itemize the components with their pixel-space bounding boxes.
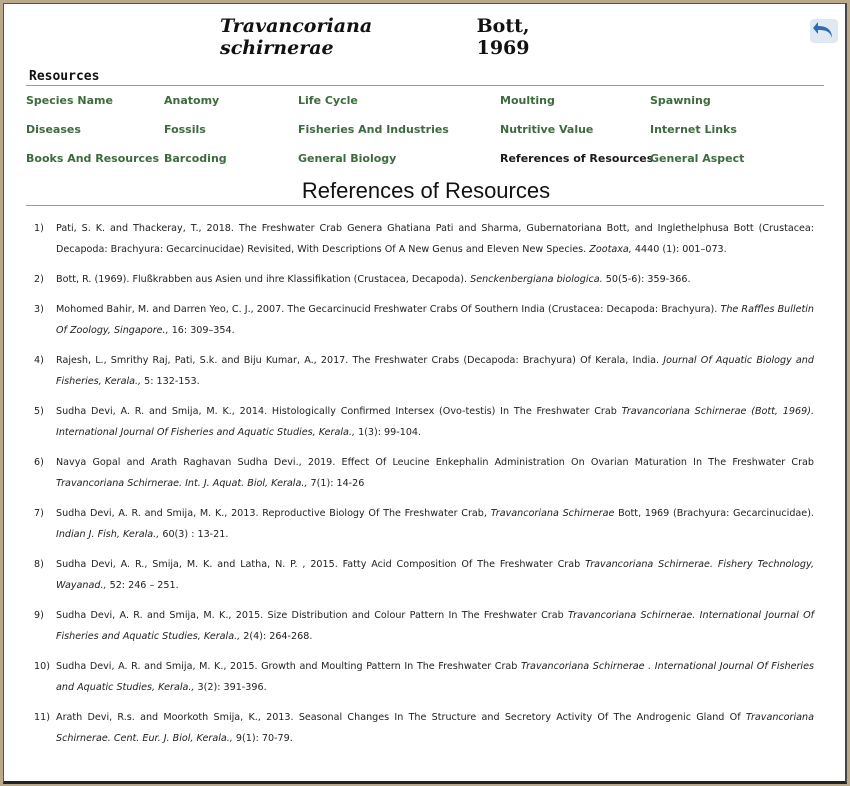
- reference-item: [34, 269, 814, 290]
- link-nutritive-value[interactable]: Nutritive Value: [500, 123, 594, 136]
- reference-source: Travancoriana Schirnerae. Fishery Technology, Wayanad.,: [56, 559, 814, 591]
- reference-item: [34, 707, 814, 749]
- reference-number: 7): [34, 508, 44, 519]
- link-references-of-resources[interactable]: References of Resources: [500, 152, 654, 165]
- reference-number: 3): [34, 304, 44, 315]
- reference-number: 10): [34, 661, 50, 672]
- reference-number: 4): [34, 355, 44, 366]
- divider: [26, 85, 824, 86]
- reference-item: [34, 299, 814, 341]
- reference-text: Sudha Devi, A. R., Smija, M. K. and Latha, N. P. , 2015. Fatty Acid Composition Of The Freshwater Crab: [56, 559, 586, 570]
- reference-item: [34, 452, 814, 494]
- reference-text: Mohomed Bahir, M. and Darren Yeo, C. J., 2007. The Gecarcinucid Freshwater Crabs Of Southern India (Crustacea: Decapoda: Brachyura).: [56, 304, 721, 315]
- reference-source: Travancoriana Schirnerae. Cent. Eur. J. Biol, Kerala.,: [56, 712, 814, 744]
- reference-text: Arath Devi, R.s. and Moorkoth Smija, K., 2013. Seasonal Changes In The Structure and Secretory Activity Of The Androgenic Gland Of: [56, 712, 746, 723]
- reference-number: 11): [34, 712, 50, 723]
- reference-text: 52: 246 – 251.: [106, 580, 179, 591]
- link-books-and-resources[interactable]: Books And Resources: [26, 152, 160, 165]
- link-fossils[interactable]: Fossils: [164, 123, 206, 136]
- reference-text: Sudha Devi, A. R. and Smija, M. K., 2013. Reproductive Biology Of The Freshwater Crab,: [56, 508, 491, 519]
- link-fisheries-and-industries[interactable]: Fisheries And Industries: [298, 123, 449, 136]
- reference-text: Sudha Devi, A. R. and Smija, M. K., 2015. Size Distribution and Colour Pattern In The Freshwater Crab: [56, 610, 569, 621]
- reference-number: 5): [34, 406, 44, 417]
- link-species-name[interactable]: Species Name: [26, 94, 113, 107]
- reference-list: [34, 218, 814, 758]
- reference-text: 16: 309–354.: [168, 325, 235, 336]
- reference-item: [34, 218, 814, 260]
- resources-heading: Resources: [29, 69, 100, 84]
- reference-number: 9): [34, 610, 44, 621]
- reference-text: Bott, R. (1969). Flußkrabben aus Asien und ihre Klassifikation (Crustacea, Decapoda).: [56, 274, 471, 285]
- reference-source: Travancoriana Schirnerae . International Journal Of Fisheries and Aquatic Studies, Kerala.,: [56, 661, 814, 693]
- link-internet-links[interactable]: Internet Links: [650, 123, 737, 136]
- reference-item: [34, 656, 814, 698]
- species-name: Travancoriana schirnerae: [220, 15, 373, 59]
- reference-item: [34, 605, 814, 647]
- link-spawning[interactable]: Spawning: [650, 94, 711, 107]
- reference-source: Senckenbergiana biologica.: [470, 274, 603, 285]
- reference-text: 5: 132-153.: [141, 376, 200, 387]
- reference-source: Travancoriana Schirnerae (Bott, 1969). International Journal Of Fisheries and Aquatic Studies, Kerala.,: [56, 406, 814, 438]
- link-moulting[interactable]: Moulting: [500, 94, 555, 107]
- reference-text: Rajesh, L., Smrithy Raj, Pati, S.k. and Biju Kumar, A., 2017. The Freshwater Crabs (Decapoda: Brachyura) Of Kerala, India.: [56, 355, 664, 366]
- link-barcoding[interactable]: Barcoding: [164, 152, 227, 165]
- reference-item: [34, 401, 814, 443]
- link-general-biology[interactable]: General Biology: [298, 152, 397, 165]
- reference-source: Zootaxa,: [589, 244, 632, 255]
- reference-source: Journal Of Aquatic Biology and Fisheries, Kerala.,: [56, 355, 814, 387]
- link-anatomy[interactable]: Anatomy: [164, 94, 220, 107]
- link-life-cycle[interactable]: Life Cycle: [298, 94, 358, 107]
- reference-text: Pati, S. K. and Thackeray, T., 2018. The Freshwater Crab Genera Ghatiana Pati and Sharma, Gubernatoriana Bott, and Inglethelphusa Bott (Crustacea: Decapoda: Brachyura: Gecarcinucidae) Revisited, With Descriptions Of A New Genus and Eleven New Species.: [56, 223, 814, 255]
- reference-number: 1): [34, 223, 44, 234]
- page-frame: [3, 3, 847, 784]
- reference-item: [34, 503, 814, 545]
- reference-source: Travancoriana Schirnerae: [490, 508, 615, 519]
- section-heading: References of Resources: [301, 178, 551, 203]
- reference-source: Travancoriana Schirnerae. International Journal Of Fisheries and Aquatic Studies, Kerala.,: [56, 610, 814, 642]
- undo-arrow-icon: [810, 19, 838, 43]
- reference-text: 4440 (1): 001–073.: [631, 244, 727, 255]
- reference-text: 3(2): 391-396.: [194, 682, 267, 693]
- divider: [26, 205, 824, 206]
- reference-text: 60(3) : 13-21.: [159, 529, 229, 540]
- reference-text: 50(5-6): 359-366.: [602, 274, 691, 285]
- link-general-aspect[interactable]: General Aspect: [650, 152, 745, 165]
- reference-text: 7(1): 14-26: [307, 478, 365, 489]
- reference-number: 6): [34, 457, 44, 468]
- reference-item: [34, 554, 814, 596]
- link-diseases[interactable]: Diseases: [26, 123, 81, 136]
- reference-text: Sudha Devi, A. R. and Smija, M. K., 2014. Histologically Confirmed Intersex (Ovo-testis) In The Freshwater Crab: [56, 406, 622, 417]
- reference-source: Indian J. Fish, Kerala.,: [56, 529, 160, 540]
- reference-text: Bott, 1969 (Brachyura: Gecarcinucidae).: [614, 508, 814, 519]
- reference-text: Navya Gopal and Arath Raghavan Sudha Devi., 2019. Effect Of Leucine Enkephalin Administration On Ovarian Maturation In The Freshwater Crab: [56, 457, 814, 468]
- reference-source: Travancoriana Schirnerae. Int. J. Aquat. Biol, Kerala.,: [56, 478, 308, 489]
- reference-text: 1(3): 99-104.: [355, 427, 422, 438]
- reference-source: The Raffles Bulletin Of Zoology, Singapore.,: [56, 304, 814, 336]
- reference-number: 2): [34, 274, 44, 285]
- reference-number: 8): [34, 559, 44, 570]
- species-authority: Bott, 1969: [476, 15, 530, 59]
- reference-text: Sudha Devi, A. R. and Smija, M. K., 2015. Growth and Moulting Pattern In The Freshwater Crab: [56, 661, 521, 672]
- reference-text: 2(4): 264-268.: [240, 631, 313, 642]
- page-title: [220, 15, 580, 59]
- reference-item: [34, 350, 814, 392]
- reference-text: 9(1): 70-79.: [232, 733, 293, 744]
- back-button[interactable]: [810, 19, 838, 43]
